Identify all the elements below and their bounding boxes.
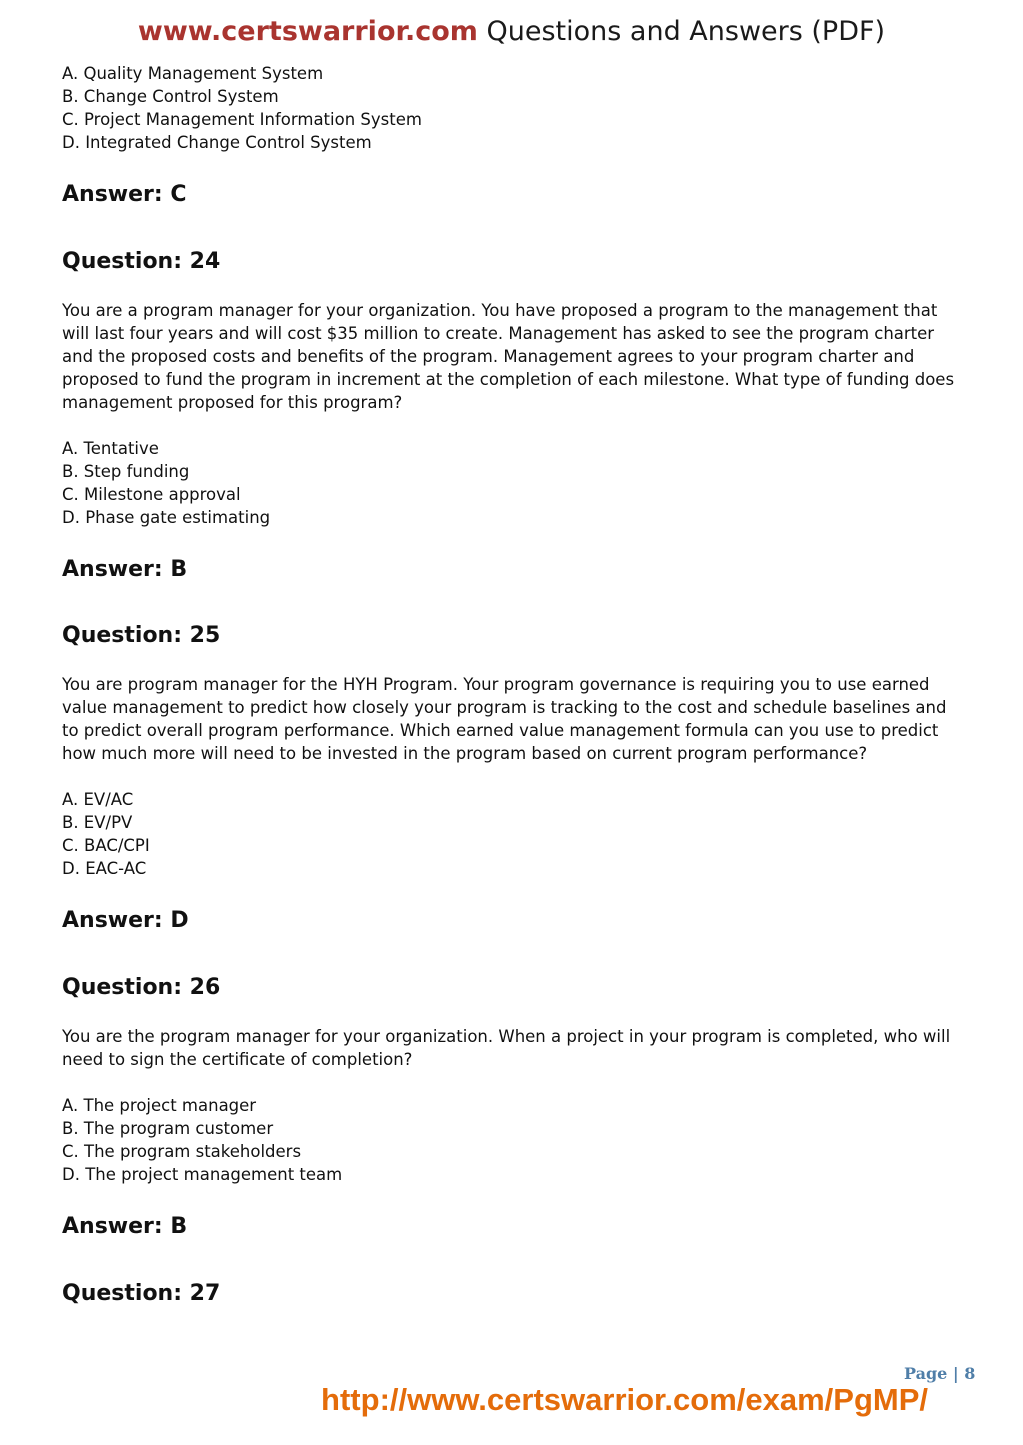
footer-exam-link[interactable]: http://www.certswarrior.com/exam/PgMP/ [321, 1382, 928, 1417]
question-text: You are the program manager for your organization. When a project in your program is completed, who will need to sign the certificate of completion? [62, 1027, 951, 1069]
option-item: C. BAC/CPI [62, 836, 150, 855]
option-item: D. Integrated Change Control System [62, 133, 372, 152]
top-options-list [62, 62, 962, 154]
option-item: C. Project Management Information System [62, 110, 422, 129]
question-title: Question: 27 [62, 1281, 221, 1306]
option-item: D. EAC-AC [62, 859, 147, 878]
document-body [62, 62, 962, 1308]
header-site-link[interactable]: www.certswarrior.com [137, 16, 478, 47]
option-item: B. The program customer [62, 1119, 274, 1138]
answer-label: Answer: D [62, 908, 189, 933]
page-header [0, 14, 1023, 50]
option-item: D. The project management team [62, 1165, 343, 1184]
options-list [62, 437, 962, 529]
answer-label: Answer: B [62, 1214, 188, 1239]
answer-label: Answer: C [62, 182, 187, 207]
answer-label: Answer: B [62, 557, 188, 582]
option-item: A. Quality Management System [62, 64, 324, 83]
question-title: Question: 25 [62, 623, 221, 648]
option-item: C. The program stakeholders [62, 1142, 302, 1161]
option-item: B. Change Control System [62, 87, 279, 106]
question-title: Question: 26 [62, 975, 221, 1000]
options-list [62, 1094, 962, 1186]
option-item: B. Step funding [62, 462, 190, 481]
page-number: Page | 8 [904, 1364, 976, 1383]
options-list [62, 788, 962, 880]
option-item: C. Milestone approval [62, 485, 241, 504]
question-text: You are a program manager for your organization. You have proposed a program to the management that will last four years and will cost $35 million to create. Management has asked to see the program charter and the proposed costs and benefits of the program. Management agrees to your program charter and proposed to fund the program in increment at the completion of each milestone. What type of funding does management proposed for this program? [62, 301, 955, 412]
option-item: B. EV/PV [62, 813, 133, 832]
option-item: A. EV/AC [62, 790, 134, 809]
question-title: Question: 24 [62, 249, 221, 274]
question-text: You are program manager for the HYH Program. Your program governance is requiring you to use earned value management to predict how closely your program is tracking to the cost and schedule baselines and to predict overall program performance. Which earned value management formula can you use to predict how much more will need to be invested in the program based on current program performance? [62, 675, 947, 763]
option-item: A. Tentative [62, 439, 159, 458]
option-item: A. The project manager [62, 1096, 257, 1115]
option-item: D. Phase gate estimating [62, 508, 271, 527]
header-subtitle: Questions and Answers (PDF) [486, 16, 886, 47]
